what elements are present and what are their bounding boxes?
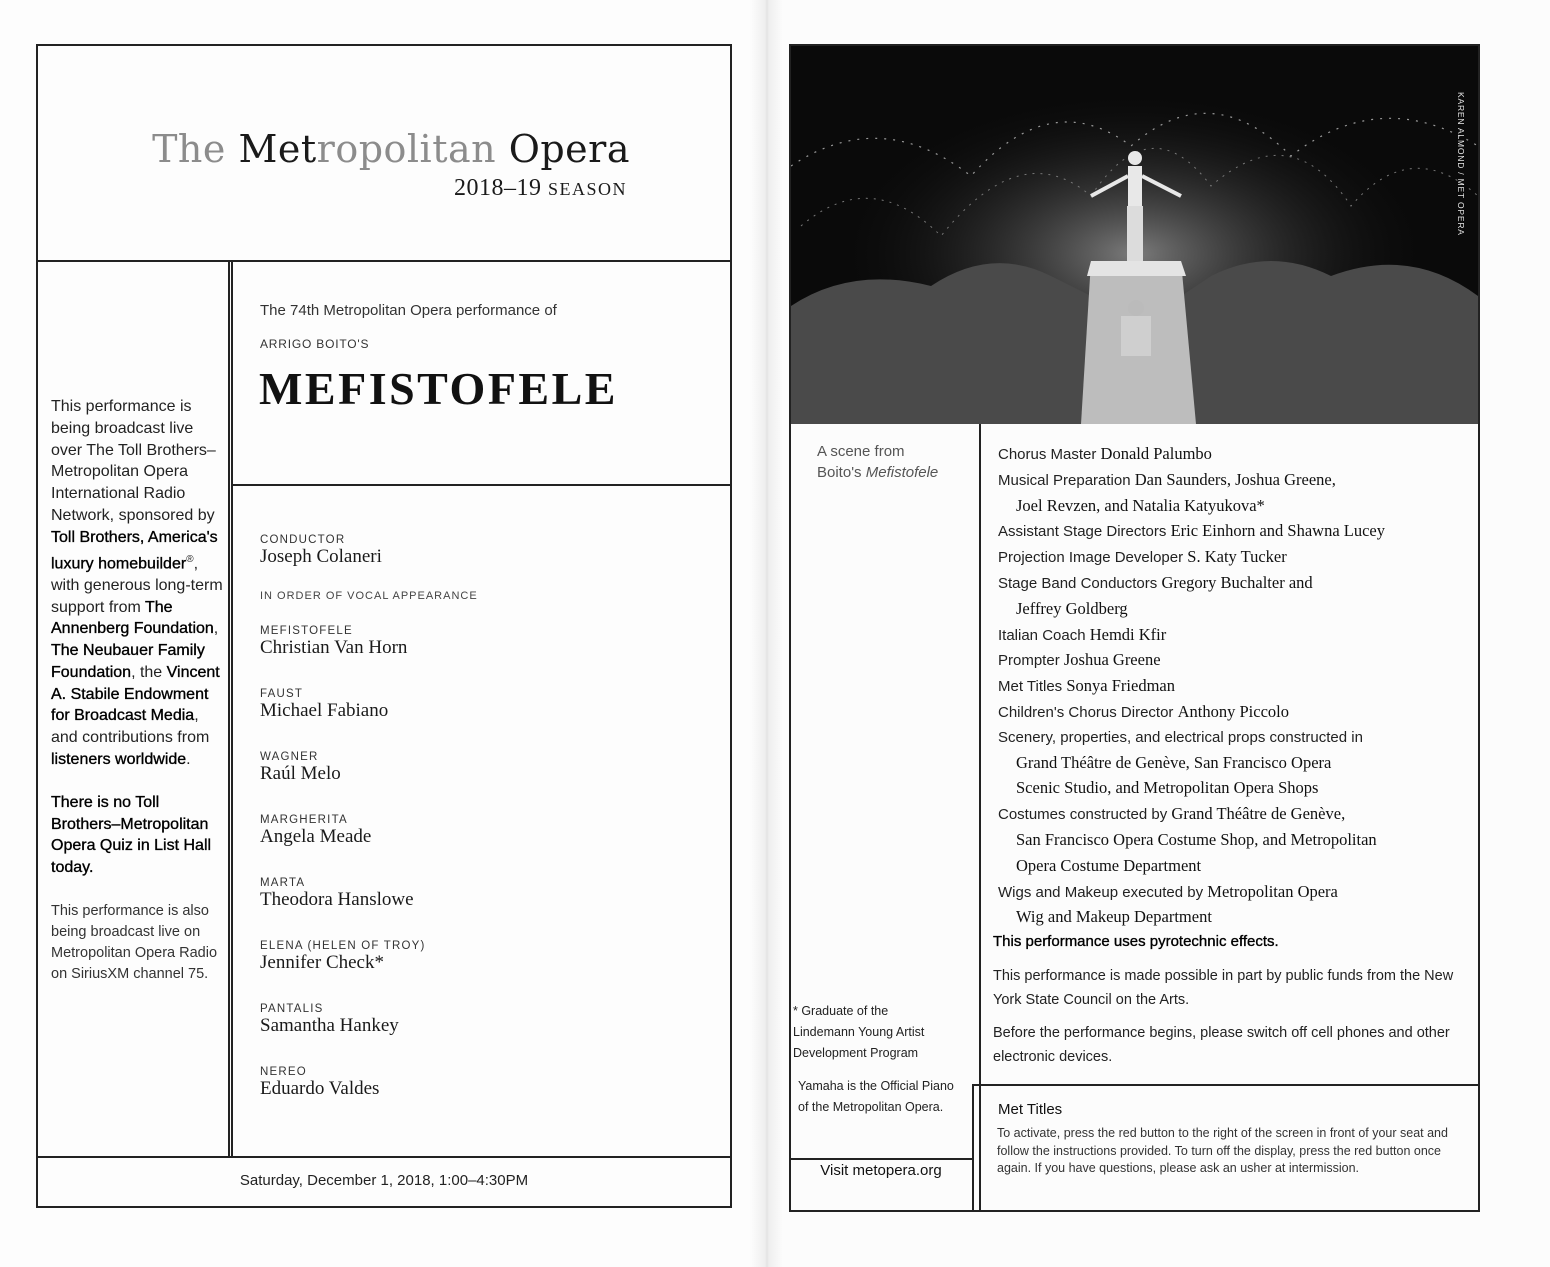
credit-row: Joel Revzen, and Natalia Katyukova*	[1016, 495, 1265, 515]
credit-row: Grand Théâtre de Genève, San Francisco Opera	[1016, 752, 1332, 772]
cast-entry	[260, 625, 407, 659]
funding-notice: This performance is made possible in part by public funds from the New York State Council on the Arts.	[993, 968, 1454, 1008]
pyrotechnics-notice: This performance uses pyrotechnic effects.	[993, 933, 1279, 950]
artist-name: Michael Fabiano	[260, 700, 389, 721]
credit-row: Prompter Joshua Greene	[998, 650, 1161, 670]
credit-row: Wigs and Makeup executed by Metropolitan Opera	[998, 881, 1338, 901]
order-note: IN ORDER OF VOCAL APPEARANCE	[260, 590, 478, 602]
divider-header	[36, 260, 732, 262]
performance-date: Saturday, December 1, 2018, 1:00–4:30PM	[239, 1172, 529, 1189]
cast-entry	[260, 1066, 379, 1100]
lindemann-footnote: * Graduate of the Lindemann Young Artist Development Program	[793, 1004, 925, 1060]
met-titles-instructions: To activate, press the red button to the right of the screen in front of your seat and follow the instructions provided. To turn off the display, press the red button once again. If you have questions, please ask an usher at intermission.	[997, 1126, 1448, 1175]
artist-name: Theodora Hanslowe	[260, 889, 414, 910]
role-label: PANTALIS	[260, 1003, 324, 1015]
credit-row: Costumes constructed by Grand Théâtre de Genève,	[998, 804, 1346, 824]
divider-footer	[36, 1156, 732, 1158]
caption-line: Boito's Mefistofele	[817, 464, 939, 481]
artist-name: Joseph Colaneri	[260, 546, 382, 567]
company-title: The Metropolitan Opera	[152, 127, 630, 171]
phones-notice: Before the performance begins, please switch off cell phones and other electronic devices.	[993, 1025, 1450, 1065]
divider-sidebar-inner	[231, 260, 233, 1158]
credit-row: Chorus Master Donald Palumbo	[998, 444, 1212, 463]
divider-visit	[789, 1158, 974, 1160]
artist-name: Samantha Hankey	[260, 1015, 399, 1036]
artist-name: Christian Van Horn	[260, 637, 408, 658]
cast-entry	[260, 877, 414, 911]
credit-row: Stage Band Conductors Gregory Buchalter and	[998, 572, 1313, 592]
broadcast-notice: This performance is being broadcast live over The Toll Brothers–Metropolitan Opera International Radio Network, sponsored by Toll Brothers, America's luxury homebuilder®, with generous long-term support from The Annenberg Foundation, The Neubauer Family Foundation, the Vincent A. Stabile Endowment for Broadcast Media, and contributions from listeners worldwide.	[51, 398, 223, 769]
credit-row: Assistant Stage Directors Eric Einhorn and Shawna Lucey	[998, 521, 1386, 541]
production-photo	[791, 46, 1478, 424]
cast-entry	[260, 940, 426, 974]
credit-row: Musical Preparation Dan Saunders, Joshua Greene,	[998, 469, 1336, 489]
role-label: FAUST	[260, 688, 304, 700]
artist-name: Raúl Melo	[260, 763, 341, 784]
role-label: NEREO	[260, 1066, 307, 1078]
credit-row: Italian Coach Hemdi Kfir	[998, 624, 1167, 644]
credit-row: Scenic Studio, and Metropolitan Opera Shops	[1016, 778, 1319, 798]
conductor	[260, 534, 382, 568]
cast-entry	[260, 814, 371, 848]
opera-title: MEFISTOFELE	[259, 363, 618, 414]
artist-name: Angela Meade	[260, 826, 372, 847]
cast-entry	[260, 1003, 399, 1037]
photo-caption	[817, 441, 967, 483]
broadcast-sidebar	[51, 396, 226, 985]
season-label: 2018–19 SEASON	[453, 175, 627, 201]
yamaha-notice: Yamaha is the Official Piano of the Metropolitan Opera.	[798, 1079, 954, 1114]
credit-row: San Francisco Opera Costume Shop, and Metropolitan	[1016, 829, 1377, 849]
photo-credit: KAREN ALMOND / MET OPERA	[1456, 92, 1466, 236]
caption-line: A scene from	[817, 443, 905, 460]
composer-label: ARRIGO BOITO'S	[260, 337, 370, 351]
role-label: MEFISTOFELE	[260, 625, 353, 637]
quiz-notice: There is no Toll Brothers–Metropolitan Opera Quiz in List Hall today.	[51, 793, 212, 877]
divider-sidebar	[228, 260, 230, 1158]
met-titles-heading: Met Titles	[998, 1101, 1063, 1118]
credit-row: Children's Chorus Director Anthony Piccolo	[998, 701, 1289, 721]
divider-title	[231, 484, 732, 486]
page-gutter	[750, 0, 784, 1267]
divider-met-titles	[972, 1084, 1480, 1086]
role-label: WAGNER	[260, 751, 319, 763]
credit-row: Scenery, properties, and electrical props constructed in	[998, 728, 1363, 746]
credit-row: Met Titles Sonya Friedman	[998, 676, 1175, 696]
role-label: MARTA	[260, 877, 306, 889]
siriusxm-notice: This performance is also being broadcast live on Metropolitan Opera Radio on SiriusXM channel 75.	[51, 903, 218, 983]
artist-name: Eduardo Valdes	[260, 1078, 380, 1099]
artist-name: Jennifer Check*	[260, 952, 384, 973]
credit-row: Jeffrey Goldberg	[1016, 598, 1128, 618]
cast-entry	[260, 751, 341, 785]
role-label: ELENA (HELEN OF TROY)	[260, 940, 426, 952]
cast-entry	[260, 688, 388, 722]
divider-footer-column	[972, 1084, 974, 1212]
credit-row: Wig and Makeup Department	[1016, 907, 1212, 927]
credit-row: Opera Costume Department	[1016, 855, 1202, 875]
performance-intro: The 74th Metropolitan Opera performance of	[260, 302, 557, 319]
production-credits	[998, 442, 1468, 931]
role-label: CONDUCTOR	[260, 534, 346, 546]
divider-caption-column	[979, 424, 981, 1212]
website-link[interactable]: Visit metopera.org	[820, 1162, 942, 1179]
role-label: MARGHERITA	[260, 814, 348, 826]
credit-row: Projection Image Developer S. Katy Tucker	[998, 547, 1287, 567]
stage-scene-image	[791, 46, 1478, 424]
